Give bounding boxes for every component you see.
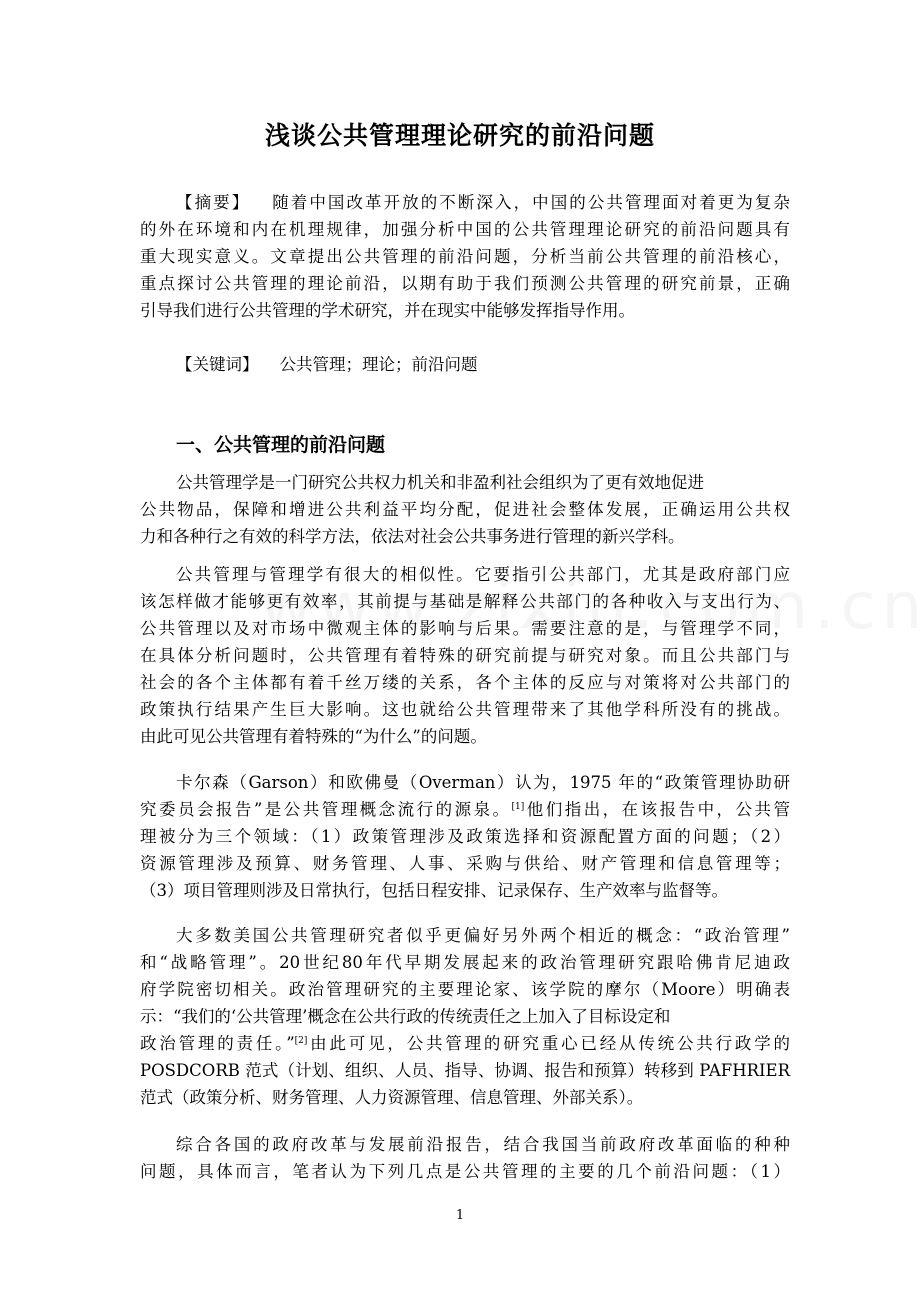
- paragraph-line: 政策执行结果产生巨大影响。这也就给公共管理带来了其他学科所没有的挑战。: [140, 700, 790, 719]
- paragraph-line: 理被分为三个领域：（1）政策管理涉及政策选择和资源配置方面的问题；（2）: [140, 827, 790, 846]
- paragraph-line: （3）项目管理则涉及日常执行，包括日程安排、记录保存、生产效率与监督等。: [140, 881, 728, 900]
- paragraph-line: 公共管理学是一门研究公共权力机关和非盈利社会组织为了更有效地促进: [176, 473, 704, 492]
- paragraph-line: 社会的各个主体都有着千丝万缕的关系，各个主体的反应与对策将对公共部门的: [140, 673, 790, 692]
- paragraph-line: 究委员会报告”是公共管理概念流行的源泉。[1]他们指出，在该报告中，公共管: [140, 800, 790, 819]
- abstract-line: 的外在环境和内在机理规律，加强分析中国的公共管理理论研究的前沿问题具有: [140, 220, 790, 239]
- paragraph-line: 问题，具体而言，笔者认为下列几点是公共管理的主要的几个前沿问题：（1）: [140, 1162, 790, 1181]
- paragraph-line: 大多数美国公共管理研究者似乎更偏好另外两个相近的概念：“政治管理”: [176, 926, 790, 945]
- paragraph-3: [140, 769, 790, 904]
- paragraph-line: 综合各国的政府改革与发展前沿报告，结合我国当前政府改革面临的种种: [176, 1135, 790, 1154]
- abstract-line: 【摘要】 随着中国改革开放的不断深入，中国的公共管理面对着更为复杂: [176, 193, 790, 212]
- paragraph-line: 和“战略管理”。20世纪80年代早期发展起来的政治管理研究跟哈佛肯尼迪政: [140, 953, 790, 972]
- keywords: [140, 351, 790, 378]
- paragraph-line: 资源管理涉及预算、财务管理、人事、采购与供给、财产管理和信息管理等；: [140, 854, 790, 873]
- keywords-value: 公共管理；理论；前沿问题: [279, 355, 478, 374]
- paragraph-line: POSDCORB 范式（计划、组织、人员、指导、协调、报告和预算）转移到 PAFHRIER: [140, 1061, 790, 1080]
- paragraph-line: 政治管理的责任。”[2]由此可见，公共管理的研究重心已经从传统公共行政学的: [140, 1034, 790, 1053]
- paragraph-line: 示：“我们的‘公共管理’概念在公共行政的传统责任之上加入了目标设定和: [140, 1007, 671, 1026]
- paragraph-line: 公共管理与管理学有很大的相似性。它要指引公共部门，尤其是政府部门应: [176, 565, 790, 584]
- keywords-line: [140, 351, 790, 378]
- paragraph-line: 由此可见公共管理有着特殊的“为什么”的问题。: [140, 727, 487, 746]
- paragraph-2: [140, 561, 790, 750]
- document-title: 浅谈公共管理理论研究的前沿问题: [264, 121, 655, 150]
- paragraph-line: 力和各种行之有效的科学方法，依法对社会公共事务进行管理的新兴学科。: [140, 527, 685, 546]
- abstract-line: 引导我们进行公共管理的学术研究，并在现实中能够发挥指导作用。: [140, 301, 635, 320]
- paragraph-5: [140, 1131, 790, 1185]
- paragraph-line: 府学院密切相关。政治管理研究的主要理论家、该学院的摩尔（Moore）明确表: [140, 980, 790, 999]
- abstract-line: 重点探讨公共管理的理论前沿，以期有助于我们预测公共管理的研究前景，正确: [140, 274, 790, 293]
- section-heading: 一、公共管理的前沿问题: [176, 434, 386, 456]
- paragraph-1: [140, 469, 790, 550]
- abstract-label: 【摘要】: [176, 193, 251, 212]
- citation-ref[interactable]: [2]: [294, 1036, 308, 1046]
- paragraph-line: 公共管理以及对市场中微观主体的影响与后果。需要注意的是，与管理学不同，: [140, 619, 790, 638]
- citation-ref[interactable]: [1]: [511, 802, 525, 812]
- abstract-line: 重大现实意义。文章提出公共管理的前沿问题，分析当前公共管理的前沿核心，: [140, 247, 790, 266]
- paragraph-4: [140, 922, 790, 1111]
- paragraph-line: 卡尔森（Garson）和欧佛曼（Overman）认为，1975 年的“政策管理协助研: [176, 773, 790, 792]
- abstract: [140, 189, 790, 324]
- keywords-label: 【关键词】: [176, 355, 259, 374]
- paragraph-line: 该怎样做才能够更有效率，其前提与基础是解释公共部门的各种收入与支出行为、: [140, 592, 790, 611]
- paragraph-line: 范式（政策分析、财务管理、人力资源管理、信息管理、外部关系）。: [140, 1088, 644, 1107]
- paragraph-line: 公共物品，保障和增进公共利益平均分配，促进社会整体发展，正确运用公共权: [140, 500, 790, 519]
- page-number: 1: [455, 1208, 465, 1223]
- paragraph-line: 在具体分析问题时，公共管理有着特殊的研究前提与研究对象。而且公共部门与: [140, 646, 790, 665]
